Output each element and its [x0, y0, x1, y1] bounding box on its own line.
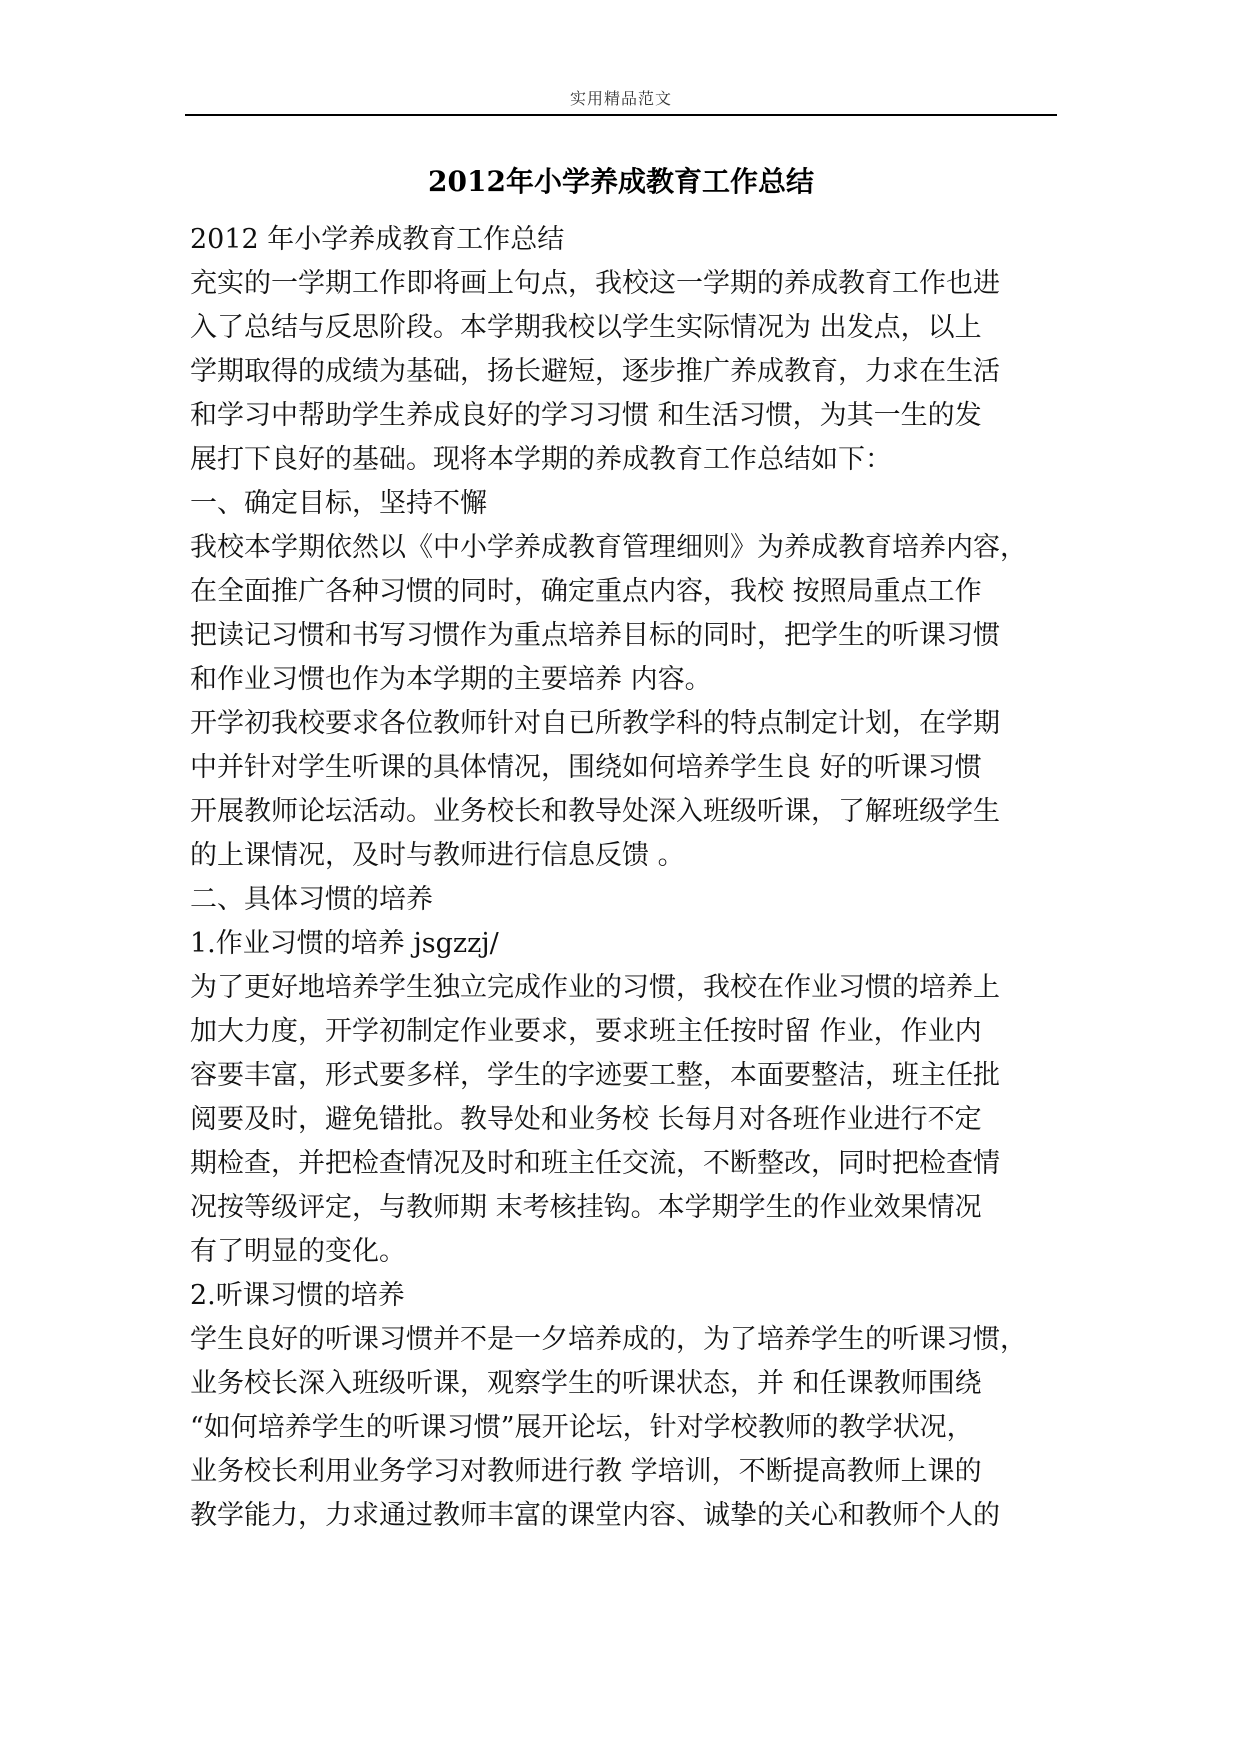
header-divider [185, 114, 1057, 116]
body-line: 期检查，并把检查情况及时和班主任交流，不断整改，同时把检查情 [190, 1148, 1000, 1179]
section-heading: 一、确定目标，坚持不懈 [190, 488, 487, 519]
body-line: 在全面推广各种习惯的同时，确定重点内容，我校 按照局重点工作 [190, 576, 982, 607]
body-line: 学期取得的成绩为基础，扬长避短，逐步推广养成教育，力求在生活 [190, 356, 1000, 387]
section-heading: 二、具体习惯的培养 [190, 884, 433, 915]
document-title: 2012年小学养成教育工作总结 [428, 165, 814, 198]
body-line: 2012 年小学养成教育工作总结 [190, 224, 565, 255]
body-line: 有了明显的变化。 [190, 1236, 406, 1267]
body-line: 加大力度，开学初制定作业要求，要求班主任按时留 作业，作业内 [190, 1016, 982, 1047]
body-line: 的上课情况，及时与教师进行信息反馈 。 [190, 840, 685, 871]
body-line: 为了更好地培养学生独立完成作业的习惯，我校在作业习惯的培养上 [190, 972, 1000, 1003]
subsection-heading: 1.作业习惯的培养 jsgzzj/ [190, 928, 499, 959]
body-line: 把读记习惯和书写习惯作为重点培养目标的同时，把学生的听课习惯 [190, 620, 1000, 651]
subsection-heading: 2.听课习惯的培养 [190, 1280, 405, 1311]
body-line: 业务校长利用业务学习对教师进行教 学培训，不断提高教师上课的 [190, 1456, 982, 1487]
body-line: 开学初我校要求各位教师针对自已所教学科的特点制定计划，在学期 [190, 708, 1000, 739]
body-line: 中并针对学生听课的具体情况，围绕如何培养学生良 好的听课习惯 [190, 752, 982, 783]
body-line: 我校本学期依然以《中小学养成教育管理细则》为养成教育培养内容， [190, 532, 1027, 563]
body-line: 况按等级评定，与教师期 末考核挂钩。本学期学生的作业效果情况 [190, 1192, 982, 1223]
body-line: 容要丰富，形式要多样，学生的字迹要工整，本面要整洁，班主任批 [190, 1060, 1000, 1091]
body-line: 充实的一学期工作即将画上句点，我校这一学期的养成教育工作也进 [190, 268, 1000, 299]
body-line: 和学习中帮助学生养成良好的学习习惯 和生活习惯，为其一生的发 [190, 400, 982, 431]
body-line: 开展教师论坛活动。业务校长和教导处深入班级听课，了解班级学生 [190, 796, 1000, 827]
page-header: 实用精品范文 [569, 89, 672, 108]
body-line: 教学能力，力求通过教师丰富的课堂内容、诚挚的关心和教师个人的 [190, 1500, 1000, 1531]
body-line: “如何培养学生的听课习惯”展开论坛，针对学校教师的教学状况， [190, 1412, 974, 1443]
body-line: 入了总结与反思阶段。本学期我校以学生实际情况为 出发点，以上 [190, 312, 982, 343]
body-line: 阅要及时，避免错批。教导处和业务校 长每月对各班作业进行不定 [190, 1104, 982, 1135]
body-line: 展打下良好的基础。现将本学期的养成教育工作总结如下： [190, 444, 892, 475]
document-body [190, 218, 1060, 1538]
body-line: 学生良好的听课习惯并不是一夕培养成的，为了培养学生的听课习惯， [190, 1324, 1027, 1355]
body-line: 和作业习惯也作为本学期的主要培养 内容。 [190, 664, 712, 695]
body-line: 业务校长深入班级听课，观察学生的听课状态，并 和任课教师围绕 [190, 1368, 982, 1399]
